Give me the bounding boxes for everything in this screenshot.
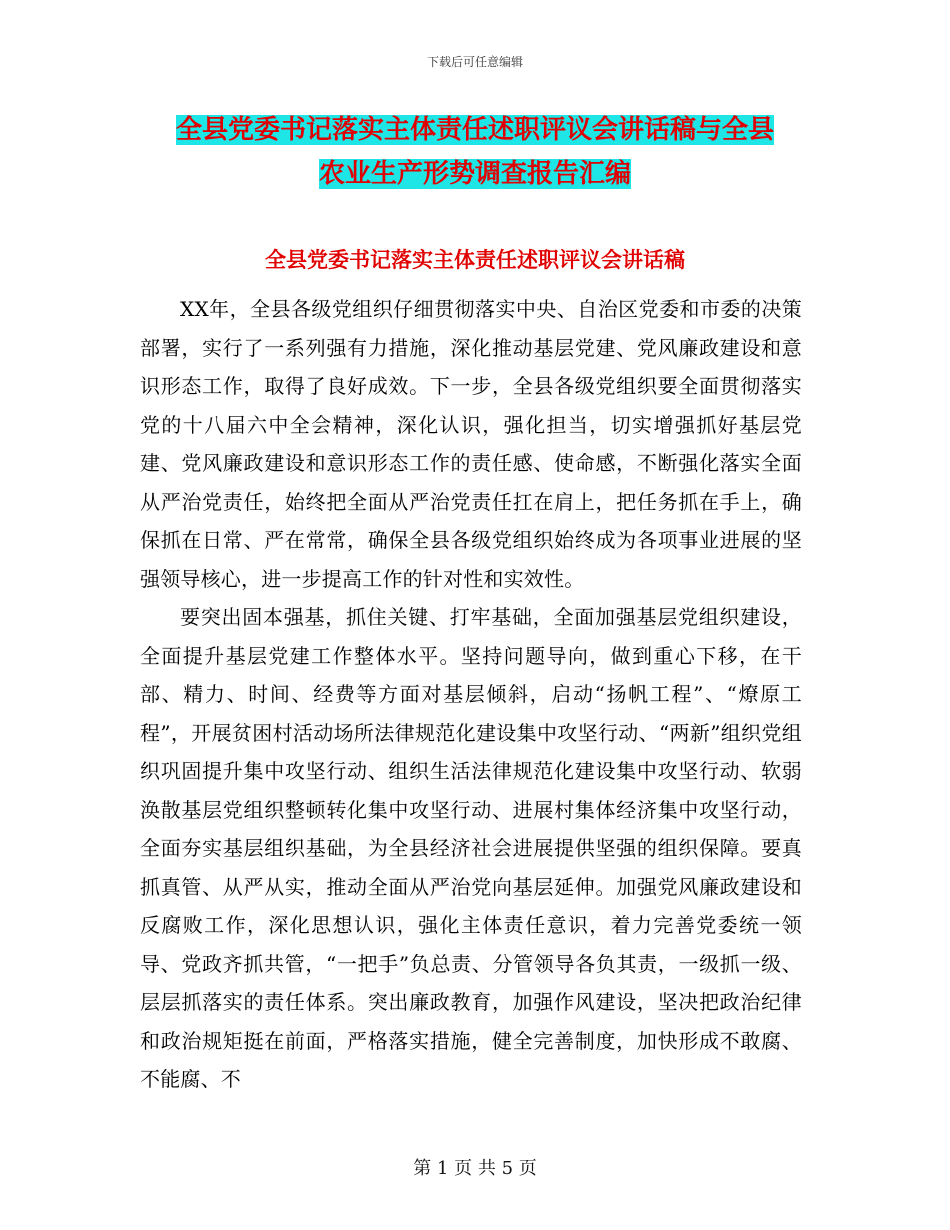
document-title <box>150 108 800 196</box>
document-body <box>140 290 802 1099</box>
page-number-footer: 第 1 页 共 5 页 <box>413 1158 537 1179</box>
document-title-line-2: 农业生产形势调查报告汇编 <box>318 159 631 189</box>
body-paragraph: XX年，全县各级党组织仔细贯彻落实中央、自治区党委和市委的决策部署，实行了一系列强有力措施，深化推动基层党建、党风廉政建设和意识形态工作，取得了良好成效。下一步，全县各级党组织要全面贯彻落实党的十八届六中全会精神，深化认识，强化担当，切实增强抓好基层党建、党风廉政建设和意识形态工作的责任感、使命感，不断强化落实全面从严治党责任，始终把全面从严治党责任扛在肩上，把任务抓在手上，确保抓在日常、严在常常，确保全县各级党组织始终成为各项事业进展的坚强领导核心，进一步提高工作的针对性和实效性。 <box>140 297 802 591</box>
document-title-line-1: 全县党委书记落实主体责任述职评议会讲话稿与全县 <box>175 115 774 145</box>
body-paragraph: 要突出固本强基，抓住关键、打牢基础，全面加强基层党组织建设，全面提升基层党建工作整体水平。坚持问题导向，做到重心下移，在干部、精力、时间、经费等方面对基层倾斜，启动“扬帆工程”、“燎原工程”，开展贫困村活动场所法律规范化建设集中攻坚行动、“两新”组织党组织巩固提升集中攻坚行动、组织生活法律规范化建设集中攻坚行动、软弱涣散基层党组织整顿转化集中攻坚行动、进展村集体经济集中攻坚行动，全面夯实基层组织基础，为全县经济社会进展提供坚强的组织保障。要真抓真管、从严从实，推动全面从严治党向基层延伸。加强党风廉政建设和反腐败工作，深化思想认识，强化主体责任意识，着力完善党委统一领导、党政齐抓共管，“一把手”负总责、分管领导各负其责，一级抓一级、层层抓落实的责任体系。突出廉政教育，加强作风建设，坚决把政治纪律和政治规矩挺在前面，严格落实措施，健全完善制度，加快形成不敢腐、不能腐、不 <box>140 605 802 1091</box>
page-header-note: 下载后可任意编辑 <box>426 55 523 69</box>
section-title: 全县党委书记落实主体责任述职评议会讲话稿 <box>265 248 685 272</box>
